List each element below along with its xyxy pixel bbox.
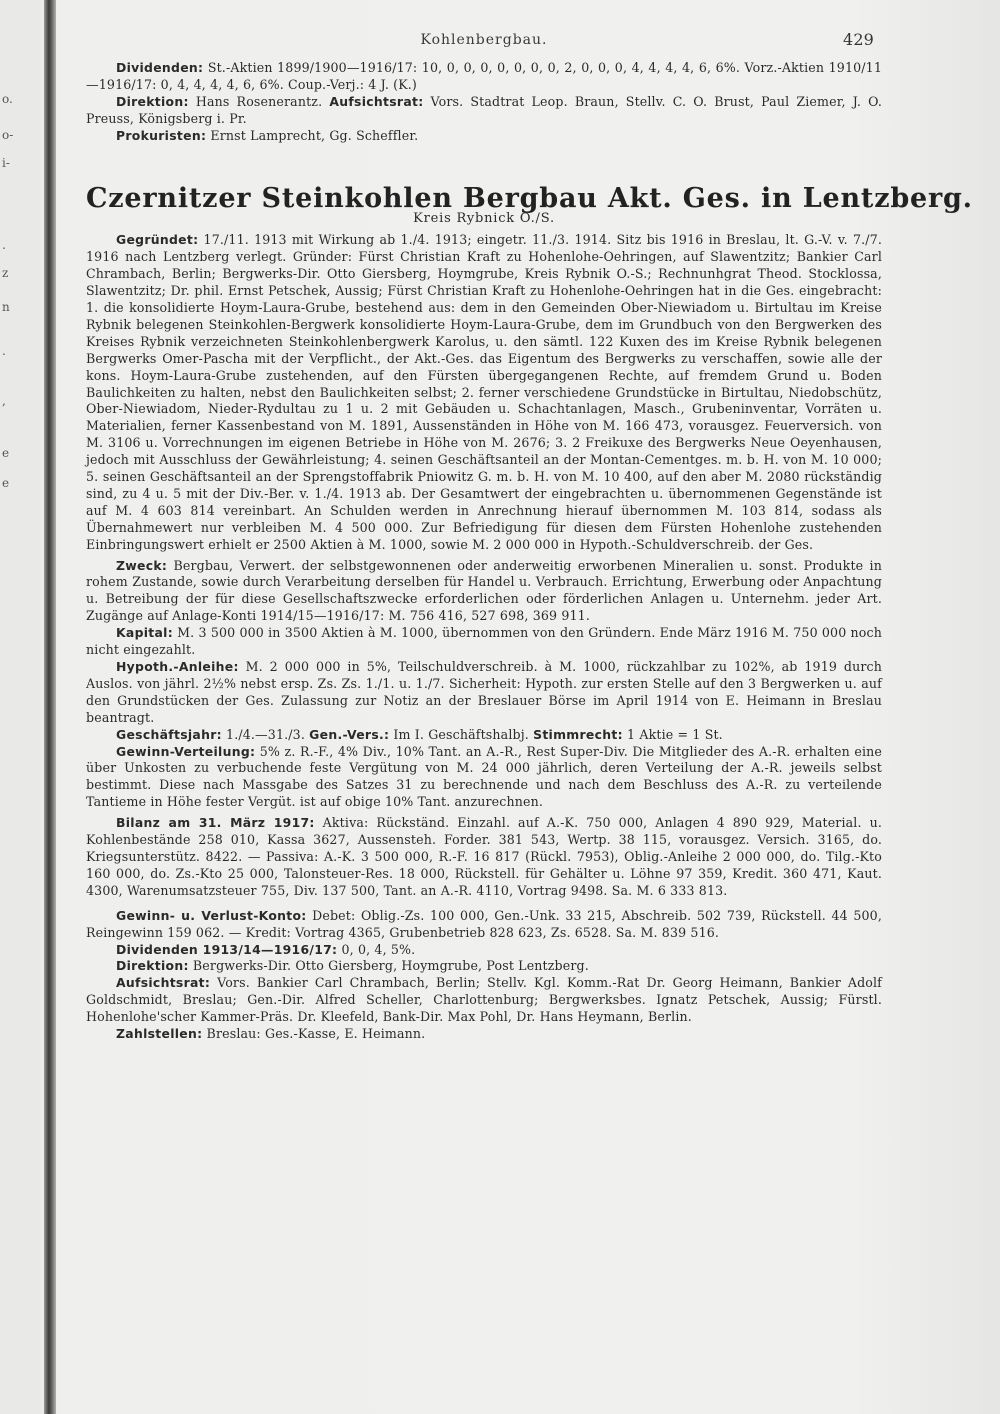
margin-glyph: . xyxy=(2,344,6,358)
section-text: 0, 0, 4, 5%. xyxy=(341,941,416,957)
page-body xyxy=(86,30,973,1043)
margin-glyph: z xyxy=(2,266,9,280)
prev-prokuristen xyxy=(86,128,882,145)
margin-glyph: , xyxy=(2,394,6,408)
page-header xyxy=(86,30,882,60)
section-label: Geschäftsjahr: xyxy=(116,726,222,742)
section-label: Zahlstellen: xyxy=(116,1026,203,1042)
section-label-gen-vers: Gen.-Vers.: xyxy=(309,726,390,742)
margin-glyph: e xyxy=(2,446,10,460)
section-text: 17./11. 1913 mit Wirkung ab 1./4. 1913; eingetr. 11./3. 1914. Sitz bis 1916 in Breslau, lt. G.-V. v. 7./7. 1916 nach Lentzberg verlegt. Gründer: Fürst Christian Kraft zu Hohenlohe-Oehringen, auf Slawentzitz; Bankier Carl Chrambach, Berlin; Bergwerks-Dir. Otto Giersberg, Hoymgrube, Kreis Rybnik O.-S.; Rechnunhgrat Theod. Stocklossa, Slawentzitz; Dr. phil. Ernst Petschek, Aussig; Fürst Christian Kraft zu Hohenlohe-Oehringen hat in die Ges. eingebracht: 1. die konsolidierte Hoym-Laura-Grube, bestehend aus: dem in den Gemeinden Ober-Niewiadom u. Birtultau im Kreise Rybnik belegenen Steinkohlen-Bergwerk konsolidierte Hoym-Laura-Grube, dem im Grundbuch von den Bergwerken des Kreises Rybnik verzeichneten Steinkohlenbergwerk Karolus, u. den sämtl. 122 Kuxen des im Kreise Rybnik belegenen Bergwerks Omer-Pascha mit der Verpflicht., der Akt.-Ges. das Eigentum des Bergwerks zu verschaffen, sowie alle der kons. Hoym-Laura-Grube zustehenden, auf den Fürsten übergegangenen Rechte, auf fremdem Grund u. Boden Baulichkeiten zu halten, nebst den Baulichkeiten selbst; 2. ferner verschiedene Grundstücke in Birtultau, Niedobschütz, Ober-Niewiadom, Nieder-Rydultau zu 1 u. 2 mit Gebäuden u. Schachtanlagen, Masch., Grubeninventar, Vorräten u. Materialien, ferner Kassenbestand von M. 1891, Aussenständen in Höhe von M. 166 473, vorausgez. Feuerversich. von M. 3106 u. Vorrechnungen im eigenen Betriebe in Höhe von M. 2676; 3. 2 Freikuxe des Bergwerks Neue Oeyenhausen, jedoch mit Ausschluss der Gewährleistung; 4. seinen Geschäftsanteil an der Montan-Cementges. m. b. H. von M. 10 000; 5. seinen Geschäftsanteil an der Sprengstoffabrik Pniowitz G. m. b. H. von M. 10 400, auf den aber M. 2080 rückständig sind, zu 4 u. 5 mit der Div.-Ber. v. 1./4. 1913 ab. Der Gesamtwert der eingebrachten u. übernommenen Gegenstände ist auf M. 4 603 814 vereinbart. An Schulden werden in Anrechnung hierauf übernommen M. 103 814, sodass als Übernahmewert nur verbleiben M. 4 500 000. Zur Befriedigung für diesen dem Fürsten Hohenlohe zustehenden Einbringungswert erhielt er 2500 Aktien à M. 1000, sowie M. 2 000 000 in Hypoth.-Schuldverschreib. der Ges. xyxy=(86,232,883,552)
section-text: Breslau: Ges.-Kasse, E. Heimann. xyxy=(206,1026,426,1042)
section-zahlstellen xyxy=(86,1026,882,1043)
margin-glyph: o- xyxy=(2,128,14,142)
section-aufsichtsrat xyxy=(86,975,882,1026)
section-label: Gegründet: xyxy=(116,232,199,248)
prev-aufsichtsrat-label: Aufsichtsrat: xyxy=(329,93,424,109)
section-gewinn-verlust xyxy=(86,908,882,942)
section-geschaeftsjahr xyxy=(86,727,882,744)
margin-glyph: e xyxy=(2,476,10,490)
section-text: 1./4.—31./3. xyxy=(226,726,305,742)
section-text: Aktiva: Rückständ. Einzahl. auf A.-K. 750 000, Anlagen 4 890 929, Material. u. Kohlenbestände 258 010, Kassa 3627, Aussensteh. Forder. 381 543, Wertp. 38 115, vorausgez. Versich. 3165, do. Kriegsunterstütz. 8422. — Passiva: A.-K. 3 500 000, R.-F. 16 817 (Rückl. 7953), Oblig.-Anleihe 2 000 000, do. Tilg.-Kto 160 000, do. Zs.-Kto 25 000, Talonsteuer-Res. 18 000, Rückstell. für Gehälter u. Löhne 97 359, Kredit. 360 471, Kaut. 4300, Warenumsatzsteuer 755, Div. 137 500, Tant. an A.-R. 4110, Vortrag 9498. Sa. M. 6 333 813. xyxy=(86,815,883,898)
section-text: Vors. Bankier Carl Chrambach, Berlin; Stellv. Kgl. Komm.-Rat Dr. Georg Heimann, Bankier Adolf Goldschmidt, Breslau; Gen.-Dir. Alfred Scheller, Charlottenburg; Bergwerksbes. Ignatz Petschek, Aussig; Fürstl. Hohenlohe'scher Kammer-Präs. Dr. Kleefeld, Bank-Dir. Max Pohl, Dr. Hans Heymann, Berlin. xyxy=(86,975,882,1025)
section-label-stimmrecht: Stimmrecht: xyxy=(533,726,623,742)
section-label: Zweck: xyxy=(116,557,168,573)
prev-dividenden-label: Dividenden: xyxy=(116,60,204,75)
section-label: Hypoth.-Anleihe: xyxy=(116,659,239,674)
section-text-gen-vers: Im I. Geschäftshalbj. xyxy=(393,726,529,742)
section-gewinn-verteilung xyxy=(86,744,882,812)
section-label: Dividenden 1913/14—1916/17: xyxy=(116,941,338,957)
margin-glyph: o. xyxy=(2,92,13,106)
book-spine-gutter xyxy=(44,0,56,1414)
section-text: 5% z. R.-F., 4% Div., 10% Tant. an A.-R., Rest Super-Div. Die Mitglieder des A.-R. erhalten eine über Unkosten zu verbuchende feste Vergütung von M. 24 000 jährlich, deren Verteilung der A.-R. jeweils selbst bestimmt. Diese nach Massgabe des Satzes 31 zu berechnende und nach dem Beschluss des A.-R. zu verteilende Tantieme in Höhe fester Vergüt. ist auf obige 10% Tant. anzurechnen. xyxy=(86,743,883,810)
page-number: 429 xyxy=(843,30,874,49)
section-text: M. 3 500 000 in 3500 Aktien à M. 1000, übernommen von den Gründern. Ende März 1916 M. 750 000 noch nicht eingezahlt. xyxy=(86,625,882,658)
section-label: Direktion: xyxy=(116,958,189,974)
section-text: M. 2 000 000 in 5%, Teilschuldverschreib. à M. 1000, rückzahlbar zu 102%, ab 1919 durch Auslos. von jährl. 2½% nebst ersp. Zs. Zs. 1./1. u. 1./7. Sicherheit: Hypoth. zur ersten Stelle auf den 3 Bergwerken u. auf den Grundstücken der Ges. Zulassung zur Notiz an der Breslauer Börse im April 1914 von E. Heimann in Breslau beantragt. xyxy=(86,659,882,725)
prev-prokuristen-label: Prokuristen: xyxy=(116,127,207,143)
section-text: Bergbau, Verwert. der selbstgewonnenen oder anderweitig erworbenen Mineralien u. sonst. Produkte in rohem Zustande, sowie durch Verarbeitung derselben für Handel u. Verbrauch. Errichtung, Erwerbung oder Anpachtung u. Betreibung der für diese Gesellschaftszwecke erforderlichen oder förderlichen Anlagen u. Unternehm. jeder Art. Zugänge auf Anlage-Konti 1914/15—1916/17: M. 756 416, 527 698, 369 911. xyxy=(86,557,882,624)
section-gegruendet xyxy=(86,232,882,553)
prev-prokuristen-text: Ernst Lamprecht, Gg. Scheffler. xyxy=(210,127,419,143)
previous-page-edge xyxy=(0,0,40,1414)
section-label: Aufsichtsrat: xyxy=(116,975,211,991)
section-label: Gewinn-Verteilung: xyxy=(116,743,256,759)
prev-dividenden xyxy=(86,60,882,94)
section-label: Kapital: xyxy=(116,625,173,641)
margin-glyph: i- xyxy=(2,156,10,170)
prev-direktion xyxy=(86,94,882,128)
running-head: Kohlenbergbau. xyxy=(420,32,548,48)
section-direktion xyxy=(86,958,882,975)
section-dividenden xyxy=(86,942,882,959)
section-text: Bergwerks-Dir. Otto Giersberg, Hoymgrube, Post Lentzberg. xyxy=(192,958,589,974)
prev-dividenden-text: St.-Aktien 1899/1900—1916/17: 10, 0, 0, 0, 0, 0, 0, 0, 2, 0, 0, 0, 4, 4, 4, 4, 6, 6%. Vorz.-Aktien 1910/11—1916/17: 0, 4, 4, 4, 4, 6, 6%. Coup.-Verj.: 4 J. (K.) xyxy=(86,60,883,92)
section-label: Gewinn- u. Verlust-Konto: xyxy=(116,907,307,923)
section-kapital xyxy=(86,625,882,659)
section-text: Debet: Oblig.-Zs. 100 000, Gen.-Unk. 33 215, Abschreib. 502 739, Rückstell. 44 500, Reingewinn 159 062. — Kredit: Vortrag 4365, Grubenbetrieb 828 623, Zs. 6528. Sa. M. 839 516. xyxy=(86,907,882,940)
margin-glyph: n xyxy=(2,300,10,314)
section-zweck xyxy=(86,558,882,626)
prev-direktion-label: Direktion: xyxy=(116,93,189,109)
company-title: Czernitzer Steinkohlen Bergbau Akt. Ges. in Lentzberg. xyxy=(86,182,973,214)
margin-glyph: . xyxy=(2,238,6,252)
section-text-stimmrecht: 1 Aktie = 1 St. xyxy=(627,726,723,742)
section-label: Bilanz am 31. März 1917: xyxy=(116,815,315,831)
prev-aufsichtsrat-text: Vors. Stadtrat Leop. Braun, Stellv. C. O. Brust, Paul Ziemer, J. O. Preuss, Königsberg i. Pr. xyxy=(86,93,883,126)
company-subtitle: Kreis Rybnick O./S. xyxy=(413,211,555,227)
prev-direktion-text: Hans Rosenerantz. xyxy=(195,93,323,109)
section-hypoth-anleihe xyxy=(86,659,882,727)
previous-entry-tail xyxy=(86,60,882,145)
section-bilanz xyxy=(86,815,882,900)
